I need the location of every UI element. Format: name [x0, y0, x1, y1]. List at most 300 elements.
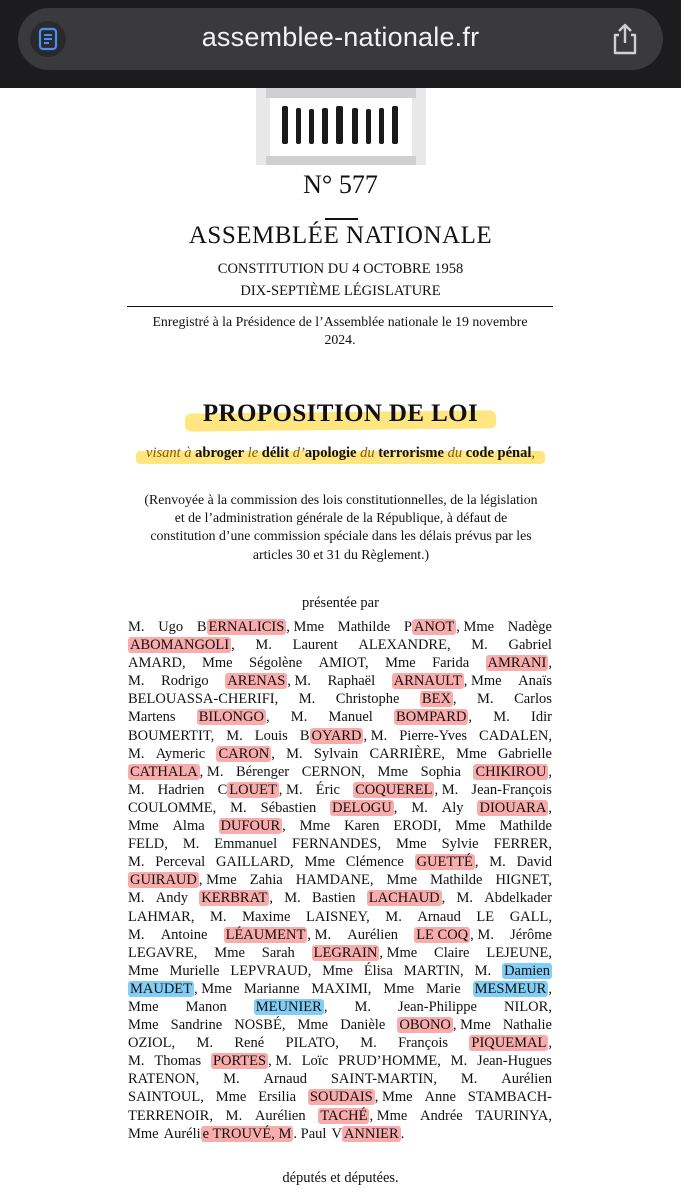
highlighted-name: MAUDET	[130, 980, 193, 997]
deputy-word	[128, 1052, 145, 1070]
deputy-word	[186, 998, 227, 1016]
proposal-title: PROPOSITION DE LOI	[195, 400, 486, 428]
name-text: Zahia	[249, 872, 283, 889]
name-text: . Paul	[293, 1125, 327, 1142]
deputy-word	[367, 889, 446, 907]
deputy-word	[479, 727, 552, 745]
deputy-word	[128, 998, 159, 1016]
deputies-line	[128, 672, 552, 690]
name-text: ,	[548, 655, 552, 672]
deputy-word	[300, 817, 331, 835]
deputy-word	[415, 853, 479, 871]
name-text: MARTIN,	[403, 962, 464, 979]
name-text: GALL,	[509, 908, 552, 925]
name-text: , M.	[470, 926, 494, 943]
highlighted-name: GUIRAUD	[130, 872, 197, 889]
name-text: NOSBÉ,	[234, 1017, 286, 1034]
name-text: Mme	[304, 854, 336, 871]
deputy-word	[234, 1016, 285, 1034]
name-text: ,	[441, 890, 446, 907]
deputy-word	[347, 926, 398, 944]
highlighted-name: BEX	[421, 691, 451, 708]
name-text: LAISNEY,	[305, 908, 370, 925]
name-text: Éric	[315, 781, 340, 798]
deputy-word	[311, 980, 371, 998]
deputy-word	[262, 944, 295, 962]
name-text: M.	[360, 1035, 377, 1052]
deputy-word	[322, 962, 353, 980]
name-text: TAURINYA,	[475, 1107, 552, 1124]
name-text: HAMDANE,	[295, 872, 374, 889]
deputies-line	[128, 1016, 552, 1034]
highlighted-name: e TROUVÉ, M	[202, 1125, 292, 1142]
name-text: , Mme	[379, 944, 418, 961]
deputy-word	[404, 618, 494, 636]
deputy-word	[244, 980, 300, 998]
deputy-word	[396, 835, 427, 853]
deputies-line	[128, 962, 552, 980]
deputy-word	[475, 962, 492, 980]
name-text: TERRENOIR,	[128, 1107, 213, 1124]
name-text: NILOR,	[504, 998, 552, 1015]
deputy-word	[420, 690, 457, 708]
name-text: CADALEN,	[479, 727, 552, 744]
deputy-word	[236, 763, 289, 781]
highlighted-name: ANNIER	[343, 1125, 399, 1142]
name-text: Danièle	[340, 1017, 386, 1034]
highlighted-name: PORTES	[212, 1053, 267, 1070]
deputy-word	[128, 889, 145, 907]
deputy-word	[353, 781, 458, 799]
name-text: Andrée	[420, 1107, 463, 1124]
deputy-word	[346, 853, 404, 871]
deputy-word	[393, 817, 441, 835]
deputy-word	[128, 1016, 159, 1034]
name-text: Mme	[396, 836, 427, 853]
deputy-word	[255, 1107, 306, 1125]
deputy-word	[158, 781, 205, 799]
deputy-word	[471, 781, 552, 799]
address-bar[interactable]	[18, 8, 663, 70]
name-text: Sophia	[420, 763, 461, 780]
name-text: Gabriel	[508, 637, 552, 654]
name-text: Claire	[434, 944, 470, 961]
name-text: Pierre-Yves	[399, 727, 468, 744]
deputies-line	[128, 708, 552, 726]
deputy-word	[292, 835, 381, 853]
name-text: , M.	[199, 763, 224, 780]
deputy-word	[469, 1034, 552, 1052]
deputy-word	[296, 871, 374, 889]
name-text: Martens	[128, 709, 176, 726]
presented-by: présentée par	[302, 595, 379, 611]
deputy-word	[293, 636, 338, 654]
deputy-word	[495, 871, 552, 889]
name-text: Emmanuel	[214, 836, 278, 853]
deputy-word	[517, 853, 552, 871]
name-text: M.	[255, 637, 272, 654]
name-text: Nadège	[507, 619, 552, 635]
deputy-word	[242, 908, 290, 926]
deputies-line	[128, 1052, 552, 1070]
name-text: Anaïs	[518, 673, 552, 690]
deputy-word	[255, 727, 288, 745]
name-text: Ugo	[158, 619, 184, 635]
name-text: LEGAVRE,	[128, 944, 198, 961]
deputy-word	[128, 926, 145, 944]
name-text: Mme	[214, 944, 245, 961]
name-text: Murielle	[169, 962, 220, 979]
name-text: CARRIÈRE,	[369, 745, 445, 762]
highlighted-name: ANOT	[413, 619, 455, 635]
name-text: Mme	[297, 1017, 329, 1034]
name-text: V	[331, 1125, 342, 1142]
name-text: Marianne	[243, 980, 300, 997]
name-text: Gabrielle	[497, 745, 552, 762]
name-text: , M.	[268, 1053, 292, 1070]
deputy-word	[531, 708, 552, 726]
deputy-word	[128, 799, 216, 817]
name-text: Raphaël	[327, 673, 376, 690]
name-text: PILATO,	[285, 1035, 339, 1052]
deputies-line	[128, 1070, 552, 1088]
deputies-line	[128, 763, 552, 781]
name-text: , M.	[363, 727, 388, 744]
deputy-word	[398, 1034, 448, 1052]
name-text: Christophe	[335, 691, 400, 708]
deputy-word	[128, 908, 194, 926]
deputy-word	[364, 962, 393, 980]
deputy-word	[284, 889, 301, 907]
name-text: Mathilde	[430, 872, 483, 889]
proposal-subtitle	[142, 445, 539, 462]
deputy-word	[128, 835, 168, 853]
deputy-word	[500, 817, 552, 835]
deputy-word	[128, 871, 237, 889]
deputy-word	[360, 1034, 377, 1052]
name-text: ,	[548, 763, 552, 780]
deputy-word	[457, 889, 474, 907]
share-icon[interactable]	[609, 22, 641, 56]
deputy-word	[404, 962, 464, 980]
deputies-line	[128, 1034, 552, 1052]
name-text: M.	[290, 709, 308, 726]
deputy-word	[385, 654, 416, 672]
deputy-word	[128, 944, 197, 962]
highlighted-name: ABOMANGOLI	[130, 637, 230, 654]
deputy-word	[377, 763, 408, 781]
name-text: M.	[450, 1053, 468, 1070]
deputy-word	[298, 1016, 329, 1034]
deputy-word	[484, 889, 552, 907]
deputy-word	[508, 618, 552, 636]
name-text: BOUMERTIT,	[128, 727, 215, 744]
deputy-word	[302, 1052, 329, 1070]
deputy-word	[306, 908, 370, 926]
deputy-word	[392, 672, 502, 690]
name-text: Jean-François	[471, 781, 552, 798]
deputy-word	[128, 1070, 199, 1088]
highlighted-name: KERBRAT	[201, 890, 268, 907]
deputy-word	[261, 799, 317, 817]
highlighted-name: GUETTÉ	[416, 854, 473, 871]
highlighted-name: BOMPARD	[396, 709, 467, 726]
deputy-word	[312, 889, 356, 907]
name-text: Antoine	[160, 926, 208, 943]
deputy-word	[340, 1016, 385, 1034]
deputy-word	[451, 1052, 468, 1070]
deputy-word	[456, 745, 487, 763]
deputy-word	[504, 998, 552, 1016]
name-text: Rodrigo	[161, 673, 209, 690]
highlighted-name: BILONGO	[198, 709, 264, 726]
name-text: , M.	[287, 673, 312, 690]
name-text: M.	[286, 745, 303, 762]
deputy-word	[128, 1034, 175, 1052]
name-text: M.	[223, 1071, 240, 1088]
name-text: Andy	[155, 890, 189, 907]
highlighted-name: AMRANI	[487, 655, 547, 672]
name-text: M.	[128, 673, 145, 690]
deputy-word	[170, 962, 220, 980]
highlighted-name: LE COQ	[416, 926, 469, 943]
deputy-word	[510, 908, 552, 926]
highlighted-name: OBONO	[399, 1017, 451, 1034]
name-text: Sylvie	[441, 836, 479, 853]
name-text: Aly	[441, 799, 464, 816]
name-text: M.	[196, 1035, 214, 1052]
highlighted-name: OYARD	[311, 727, 362, 744]
deputy-word	[128, 1125, 159, 1143]
deputy-word	[128, 636, 235, 654]
deputies-line	[128, 817, 552, 835]
deputy-word	[154, 1052, 201, 1070]
name-text: Sébastien	[260, 799, 317, 816]
assembly-logo	[256, 88, 426, 165]
deputy-word	[489, 853, 506, 871]
registration-line-1: Enregistré à la Présidence de l’Assemblée nationale le 19 novembre	[152, 314, 528, 329]
name-text: René	[234, 1035, 265, 1052]
header-divider	[127, 306, 553, 307]
deputies-line	[128, 654, 552, 672]
subtitle-word: du	[360, 445, 375, 461]
deputy-word	[424, 1088, 455, 1106]
closing-line: députés et députées.	[282, 1170, 399, 1186]
deputies-line	[128, 908, 552, 926]
name-text: M.	[477, 691, 494, 708]
deputy-word	[291, 708, 308, 726]
deputy-word	[128, 618, 145, 636]
deputy-word	[486, 654, 552, 672]
name-text: , Mme	[286, 619, 325, 635]
deputies-line	[128, 636, 552, 654]
deputy-word	[411, 799, 428, 817]
name-text: , Mme	[369, 1107, 408, 1124]
highlighted-name: DUFOUR	[220, 818, 281, 835]
highlighted-name: SOUDAIS	[309, 1089, 373, 1106]
name-text: ,	[548, 980, 552, 997]
deputy-word	[421, 763, 461, 781]
deputy-word	[344, 817, 379, 835]
deputies-line	[128, 944, 552, 962]
highlighted-name: DELOGU	[332, 799, 392, 816]
deputy-word	[308, 1088, 413, 1106]
name-text: OZIOL,	[128, 1035, 176, 1052]
deputy-word	[128, 708, 176, 726]
deputy-word	[338, 1052, 441, 1070]
name-text: P	[403, 619, 412, 635]
name-text: LEPVRAUD,	[230, 962, 312, 979]
name-text: AMARD,	[128, 655, 186, 672]
deputy-word	[318, 1107, 407, 1125]
deputy-word	[432, 654, 469, 672]
name-text: M.	[354, 998, 372, 1015]
deputy-word	[216, 853, 294, 871]
deputy-word	[128, 672, 145, 690]
deputy-word	[202, 654, 233, 672]
name-text: ,	[452, 691, 457, 708]
name-text: Mme	[202, 655, 233, 672]
deputy-word	[128, 853, 145, 871]
name-text: Loïc	[301, 1053, 329, 1070]
name-text: M.	[128, 890, 145, 907]
highlighted-name: MESMEUR	[474, 980, 547, 997]
deputy-word	[249, 654, 302, 672]
deputy-word	[128, 1107, 213, 1125]
deputies-line	[128, 998, 552, 1016]
deputies-line	[128, 1107, 552, 1125]
name-text: Idir	[530, 709, 552, 726]
name-text: Laurent	[292, 637, 338, 654]
name-text: Alma	[172, 818, 205, 835]
deputy-word	[397, 1016, 490, 1034]
name-text: M.	[298, 691, 316, 708]
name-text: Bastien	[312, 890, 356, 907]
deputy-word	[434, 944, 469, 962]
deputy-word	[385, 908, 402, 926]
name-text: Sarah	[261, 944, 295, 961]
deputies-line	[128, 745, 552, 763]
name-text: .	[400, 1125, 405, 1142]
name-text: Mathilde	[499, 818, 552, 835]
deputy-word	[171, 1016, 223, 1034]
highlighted-name: TACHÉ	[320, 1107, 368, 1124]
name-text: M.	[226, 727, 243, 744]
name-text: M.	[128, 1053, 145, 1070]
name-text: M.	[210, 908, 227, 925]
deputy-word	[155, 853, 205, 871]
name-text: ,	[231, 637, 235, 654]
name-text: M.	[493, 709, 510, 726]
name-text: M.	[471, 637, 488, 654]
deputy-word	[264, 1070, 308, 1088]
deputy-word	[508, 636, 551, 654]
registration-note	[140, 313, 540, 349]
name-text: Hadrien	[157, 781, 205, 798]
deputies-line	[128, 618, 552, 636]
name-text: M.	[456, 890, 474, 907]
deputy-word	[476, 908, 494, 926]
deputy-word	[128, 745, 145, 763]
name-text: FERNANDES,	[292, 836, 382, 853]
name-text: Nathalie	[502, 1017, 552, 1034]
name-text: CERNON,	[301, 763, 365, 780]
name-text: M.	[385, 908, 402, 925]
deputy-word	[442, 835, 479, 853]
deputy-word	[331, 1125, 404, 1143]
constitution-line: CONSTITUTION DU 4 OCTOBRE 1958	[217, 261, 464, 277]
name-text: MAXIMI,	[311, 980, 372, 997]
name-text: ,	[393, 799, 398, 816]
deputy-word	[518, 672, 552, 690]
name-text: Abdelkader	[484, 890, 552, 907]
name-text: Jérôme	[510, 926, 552, 943]
deputies-line	[128, 1088, 552, 1106]
deputy-word	[197, 708, 270, 726]
deputy-word	[430, 871, 482, 889]
subtitle-word: le	[247, 445, 259, 461]
deputy-word	[399, 727, 467, 745]
name-text: Mme	[128, 998, 159, 1015]
deputy-word	[219, 817, 286, 835]
name-text: Sylvain	[313, 745, 359, 762]
name-text: Ségolène	[249, 655, 303, 672]
referral-line: et de l’administration générale de la République, à défaut de	[174, 510, 508, 526]
name-text: M.	[230, 799, 247, 816]
name-text: PRUD’HOMME,	[338, 1053, 441, 1070]
url-text[interactable]: assemblee-nationale.fr	[201, 22, 480, 52]
document-number: N° 577	[303, 170, 378, 199]
name-text: Mme	[385, 655, 416, 672]
name-text: Mme	[456, 745, 487, 762]
deputies-list	[128, 618, 552, 1143]
referral-line: (Renvoyée à la commission des lois constitutionnelles, de la législation	[144, 492, 538, 507]
deputy-word	[230, 799, 247, 817]
name-text: ALEXANDRE,	[358, 637, 451, 654]
subtitle-word: ,	[531, 445, 535, 461]
name-text: Thomas	[154, 1053, 202, 1070]
deputy-word	[455, 817, 486, 835]
deputy-word	[164, 1125, 327, 1143]
name-text: Mme	[386, 872, 418, 889]
deputy-word	[330, 799, 397, 817]
deputy-word	[286, 1034, 339, 1052]
deputy-word	[156, 745, 205, 763]
name-text: , Mme	[374, 1089, 413, 1106]
deputy-word	[128, 654, 186, 672]
name-text: AMIOT,	[318, 655, 369, 672]
name-text: Aymeric	[155, 745, 206, 762]
highlighted-name: DIOUARA	[479, 799, 547, 816]
deputy-word	[128, 1088, 204, 1106]
highlighted-name: CARON	[218, 745, 270, 762]
deputy-word	[336, 690, 400, 708]
deputy-word	[218, 781, 303, 799]
name-text: M.	[128, 745, 145, 762]
subtitle-word: apologie	[304, 445, 357, 461]
deputy-word	[498, 745, 552, 763]
name-text: , Mme	[456, 619, 495, 635]
deputy-word	[473, 763, 552, 781]
deputy-word	[254, 998, 328, 1016]
name-text: SAINT-MARTIN,	[330, 1071, 437, 1088]
registration-line-2: 2024.	[324, 332, 356, 347]
name-text: ,	[269, 890, 273, 907]
name-text: M.	[225, 1107, 243, 1124]
name-text: Aurélien	[254, 1107, 306, 1124]
name-text: ,	[282, 818, 286, 835]
name-text: COULOMME,	[128, 799, 217, 816]
